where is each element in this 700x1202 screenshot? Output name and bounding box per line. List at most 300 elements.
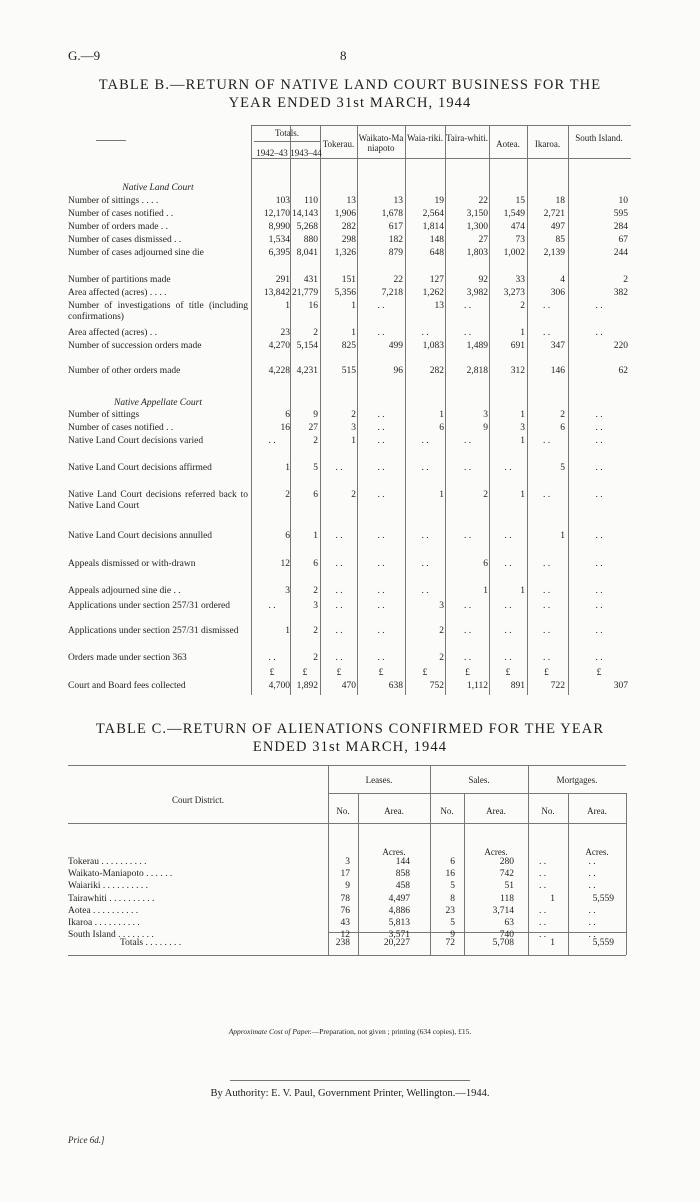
- table-b-cell: 3: [285, 586, 290, 596]
- table-c-cell: 3,714: [492, 905, 514, 916]
- table-c-cell: 458: [395, 881, 410, 892]
- table-b-row-label: Native Land Court decisions annulled: [68, 531, 213, 541]
- table-b-cell: 3: [520, 423, 525, 433]
- table-b-cell: . .: [377, 328, 385, 338]
- page-number: 8: [340, 48, 347, 63]
- table-b-cell: . .: [335, 531, 343, 541]
- table-b-cell: 1: [285, 626, 290, 636]
- table-c-cell: . .: [538, 905, 547, 916]
- table-b-cell: 2: [313, 626, 318, 636]
- table-c-total-cell: 238: [335, 938, 350, 948]
- table-b-cell: . .: [542, 601, 551, 611]
- table-b-row-label: Number of investigations of title (including confirmations): [68, 301, 248, 322]
- table-b-row-label: Number of other orders made: [68, 366, 181, 376]
- table-c-cell: . .: [588, 918, 596, 928]
- column-heading-district: Waia-riki.: [406, 133, 443, 143]
- table-b-cell: 3,982: [466, 288, 488, 298]
- table-c-cell: . .: [538, 930, 547, 941]
- table-b-cell: . .: [504, 463, 512, 473]
- table-b-cell: . .: [377, 463, 385, 473]
- currency-symbol: £: [378, 668, 384, 678]
- table-c-district-name: Aotea . . . . . . . . . .: [68, 905, 139, 916]
- table-c-cell: 1: [550, 893, 555, 904]
- table-b-cell: 1,892: [296, 681, 318, 691]
- table-c-subhead-rule: [68, 823, 626, 824]
- table-b-cell: 15: [515, 196, 525, 206]
- table-b-cell: 2: [351, 490, 356, 500]
- table-b-row-label: Native Land Court decisions varied: [68, 436, 204, 446]
- table-c-cell: 51: [504, 881, 514, 892]
- table-c-cell: 43: [340, 918, 350, 928]
- table-b-cell: 6: [439, 423, 444, 433]
- table-b-cell: 1: [351, 436, 356, 446]
- currency-symbol: £: [596, 668, 602, 678]
- table-c-cell: 9: [345, 881, 350, 892]
- table-b-cell: 470: [341, 681, 356, 691]
- table-b-cell: . .: [504, 559, 512, 569]
- table-b-column-rule: [290, 125, 291, 695]
- table-c-cell: 63: [504, 918, 514, 928]
- table-b-row-label: Number of orders made . .: [68, 222, 168, 232]
- table-b-cell: . .: [335, 653, 343, 663]
- table-b-cell: . .: [595, 423, 603, 433]
- column-group-heading: Leases.: [365, 775, 393, 785]
- section-heading-native-land-court: Native Land Court: [122, 183, 194, 193]
- table-b-row-label: Number of cases notified . .: [68, 209, 174, 219]
- table-b-cell: 1,534: [268, 235, 290, 245]
- table-b-title: [40, 76, 660, 112]
- table-b-cell: . .: [421, 559, 429, 569]
- table-b-cell: 22: [478, 196, 488, 206]
- table-b-cell: 1: [520, 436, 525, 446]
- table-b-cell: 5: [313, 463, 318, 473]
- table-b-cell: 9: [483, 423, 488, 433]
- table-b-cell: 110: [304, 196, 318, 206]
- table-b-row-label: Number of cases dismissed . .: [68, 235, 182, 245]
- table-b-cell: 3,273: [503, 288, 525, 298]
- table-b-cell: 1,803: [466, 248, 488, 258]
- table-c-group-rule: [328, 793, 626, 794]
- table-b-cell: 73: [515, 235, 525, 245]
- column-heading-1942-43: 1942–43: [256, 148, 288, 158]
- table-b-cell: 2: [439, 653, 444, 663]
- table-b-cell: . .: [463, 301, 472, 311]
- table-b-cell: . .: [542, 301, 551, 311]
- table-b-cell: 2,139: [543, 248, 565, 258]
- table-c-column-rule: [358, 793, 359, 955]
- table-b-cell: . .: [421, 328, 429, 338]
- table-b-cell: 13: [434, 301, 444, 311]
- table-b-cell: . .: [595, 586, 603, 596]
- table-b-cell: . .: [377, 423, 385, 433]
- table-b-row-label: Number of cases notified . .: [68, 423, 174, 433]
- table-b-totals-subrule: [254, 141, 320, 142]
- table-b-cell: 62: [618, 366, 628, 376]
- table-b-row-label: Number of cases adjourned sine die: [68, 248, 204, 258]
- table-b-cell: 431: [303, 275, 318, 285]
- table-b-cell: 2: [560, 410, 565, 420]
- table-b-cell: 1,678: [381, 209, 403, 219]
- table-b-row-label: Native Land Court decisions referred back to Native Land Court: [68, 490, 248, 511]
- table-b-cell: 103: [275, 196, 290, 206]
- table-b-cell: 23: [280, 328, 290, 338]
- table-c-column-rule: [328, 765, 329, 955]
- table-b-cell: . .: [542, 436, 551, 446]
- table-b-row-label: Court and Board fees collected: [68, 681, 186, 691]
- section-heading-native-appellate-court: Native Appellate Court: [114, 398, 202, 408]
- table-c-district-name: Waiariki . . . . . . . . . .: [68, 881, 148, 892]
- table-b-cell: 5: [560, 463, 565, 473]
- currency-symbol: £: [269, 668, 275, 678]
- table-c-column-rule: [528, 765, 529, 955]
- table-b-cell: 146: [550, 366, 565, 376]
- table-b-cell: . .: [335, 463, 343, 473]
- table-c-cell: . .: [588, 857, 596, 867]
- table-b-cell: 27: [478, 235, 488, 245]
- table-b-cell: 4: [560, 275, 565, 285]
- table-c-title-line2: ENDED 31st MARCH, 1944: [252, 739, 448, 755]
- table-c-district-name: Ikaroa . . . . . . . . . .: [68, 918, 140, 928]
- table-b-cell: 14,143: [292, 209, 319, 219]
- table-c-total-cell: 20,227: [383, 938, 410, 948]
- table-b-cell: 3,150: [466, 209, 488, 219]
- table-b-cell: . .: [595, 301, 603, 311]
- table-c-cell: 5: [450, 881, 455, 892]
- table-b-cell: . .: [335, 601, 343, 611]
- table-b-cell: 1: [560, 531, 565, 541]
- table-b-cell: . .: [595, 653, 603, 663]
- table-c-cell: 280: [499, 857, 514, 867]
- table-b-cell: 298: [341, 235, 356, 245]
- table-b-row-label: Number of sittings . . . .: [68, 196, 159, 206]
- table-b-cell: . .: [504, 626, 512, 636]
- table-b-cell: 85: [555, 235, 565, 245]
- table-b-cell: . .: [595, 490, 603, 500]
- table-b-cell: 497: [550, 222, 565, 232]
- table-b-cell: 13: [393, 196, 403, 206]
- table-b-cell: 879: [388, 248, 403, 258]
- table-b-cell: 96: [393, 366, 403, 376]
- table-b-head-rule: [251, 158, 631, 159]
- table-b-cell: 6: [285, 410, 290, 420]
- table-b-cell: . .: [335, 559, 343, 569]
- table-c-cell: 8: [450, 893, 455, 904]
- table-b-cell: 19: [434, 196, 444, 206]
- table-b-cell: . .: [268, 436, 276, 446]
- table-b-column-rule: [489, 125, 490, 695]
- price: Price 6d.]: [68, 1135, 105, 1145]
- table-b-cell: . .: [335, 626, 343, 636]
- acres-unit-label: Acres.: [382, 847, 406, 857]
- table-b-cell: 27: [308, 423, 318, 433]
- table-b-row-label: Number of succession orders made: [68, 341, 202, 351]
- document-reference: G.—9: [68, 48, 101, 63]
- table-b-cell: 1,083: [422, 341, 444, 351]
- table-b-cell: 1: [285, 463, 290, 473]
- table-b-row-label: Appeals adjourned sine die . .: [68, 586, 181, 596]
- table-b-title-line1: TABLE B.—RETURN OF NATIVE LAND COURT BUSINESS FOR THE: [98, 77, 602, 93]
- table-b-cell: . .: [542, 490, 551, 500]
- table-b-column-rule: [568, 125, 569, 695]
- table-c-cell: 858: [395, 869, 410, 880]
- table-b-cell: 5,154: [296, 341, 318, 351]
- table-b-cell: 1,300: [466, 222, 488, 232]
- table-b-cell: 2: [313, 328, 318, 338]
- table-b-cell: 18: [555, 196, 565, 206]
- table-b-cell: . .: [421, 586, 429, 596]
- table-b-cell: 1: [313, 531, 318, 541]
- table-b-cell: . .: [595, 626, 603, 636]
- table-b-cell: 16: [280, 423, 290, 433]
- table-b-column-rule: [251, 125, 252, 695]
- column-subheading: Area.: [486, 806, 506, 816]
- table-c-cell: . .: [588, 905, 596, 916]
- table-c-district-name: South Island . . . . . . . .: [68, 930, 154, 941]
- table-b-cell: 2: [313, 653, 318, 663]
- table-b-cell: . .: [463, 328, 472, 338]
- table-b-cell: 92: [478, 275, 488, 285]
- table-b-cell: 515: [341, 366, 356, 376]
- table-b-cell: 5,356: [334, 288, 356, 298]
- table-c-cell: . .: [588, 930, 596, 941]
- table-b-cell: 282: [429, 366, 444, 376]
- table-c-district-name: Waikato-Maniapoto . . . . . .: [68, 869, 173, 880]
- table-b-cell: . .: [377, 626, 385, 636]
- table-b-cell: 2,564: [422, 209, 444, 219]
- table-b-cell: . .: [542, 586, 551, 596]
- table-c-cell: 17: [340, 869, 350, 880]
- table-b-cell: 67: [618, 235, 628, 245]
- table-b-cell: . .: [463, 463, 472, 473]
- table-b-cell: . .: [542, 328, 551, 338]
- table-b-cell: . .: [421, 463, 429, 473]
- table-b-cell: . .: [595, 328, 603, 338]
- table-b-cell: 1,262: [422, 288, 444, 298]
- table-c-column-rule: [464, 793, 465, 955]
- table-b-cell: . .: [421, 531, 429, 541]
- table-b-cell: 2,818: [466, 366, 488, 376]
- table-c-cell: 740: [499, 930, 514, 941]
- column-heading-district: Taira-whiti.: [445, 133, 489, 143]
- table-b-cell: 5,268: [296, 222, 318, 232]
- table-b-cell: 307: [613, 681, 628, 691]
- table-b-cell: . .: [595, 436, 603, 446]
- table-c-title: [40, 720, 660, 756]
- table-b-cell: 6: [483, 559, 488, 569]
- table-c-cell: . .: [538, 881, 547, 892]
- column-heading-district: Waikato-Maniapoto: [358, 133, 404, 153]
- table-b-cell: 4,231: [296, 366, 318, 376]
- table-b-cell: 16: [308, 301, 318, 311]
- table-b-cell: 244: [613, 248, 628, 258]
- table-b-cell: 148: [429, 235, 444, 245]
- table-c-cell: 78: [340, 893, 350, 904]
- column-heading-district: Ikaroa.: [534, 139, 561, 149]
- table-b-row-label: Number of partitions made: [68, 275, 171, 285]
- acres-unit-label: Acres.: [484, 847, 508, 857]
- table-b-cell: 1,489: [466, 341, 488, 351]
- cost-label: Approximate Cost of Paper.: [228, 1027, 312, 1036]
- table-b-row-label: Area affected (acres) . .: [68, 328, 157, 338]
- table-b-cell: . .: [504, 653, 512, 663]
- table-c-cell: 118: [500, 893, 514, 904]
- table-b-cell: . .: [335, 586, 343, 596]
- table-b-cell: 2,721: [543, 209, 565, 219]
- table-b-cell: . .: [377, 653, 385, 663]
- table-b-cell: 474: [510, 222, 525, 232]
- table-b-cell: 312: [510, 366, 525, 376]
- table-c-cell: 4,497: [388, 893, 410, 904]
- table-b-cell: . .: [542, 559, 551, 569]
- column-heading-district: Tokerau.: [322, 139, 355, 149]
- column-heading-1943-44: 1943–44: [290, 148, 322, 158]
- column-subheading: No.: [440, 806, 454, 816]
- table-b-cell: 284: [613, 222, 628, 232]
- table-b-row-label: Native Land Court decisions affirmed: [68, 463, 212, 473]
- table-c-total-cell: 72: [445, 938, 455, 948]
- table-b-cell: 291: [275, 275, 290, 285]
- table-b-cell: 1,326: [334, 248, 356, 258]
- table-b-cell: 1: [439, 410, 444, 420]
- table-c-cell: 5,559: [592, 893, 614, 904]
- table-b-cell: . .: [268, 601, 276, 611]
- table-b-cell: 4,228: [268, 366, 290, 376]
- table-b-cell: . .: [542, 653, 551, 663]
- table-b-cell: 6,395: [268, 248, 290, 258]
- table-b-cell: . .: [595, 531, 603, 541]
- table-c-cell: . .: [538, 857, 547, 867]
- table-b-row-label: Area affected (acres) . . . .: [68, 288, 167, 298]
- table-b-cell: 127: [429, 275, 444, 285]
- table-c-district-name: Tokerau . . . . . . . . . .: [68, 857, 147, 867]
- column-heading-district: South Island.: [575, 133, 623, 143]
- table-b-cell: 2: [623, 275, 628, 285]
- table-c-district-name: Tairawhiti . . . . . . . . . .: [68, 893, 155, 904]
- table-c-cell: 23: [445, 905, 455, 916]
- table-b-title-line2: YEAR ENDED 31st MARCH, 1944: [228, 95, 472, 111]
- table-b-cell: . .: [377, 436, 385, 446]
- table-b-cell: 13,842: [263, 288, 290, 298]
- table-b-cell: 4,700: [268, 681, 290, 691]
- currency-symbol: £: [302, 668, 308, 678]
- table-b-cell: 347: [550, 341, 565, 351]
- table-b-row-label: Applications under section 257/31 dismissed: [68, 626, 239, 636]
- table-c-cell: . .: [538, 918, 547, 928]
- table-b-cell: 638: [388, 681, 403, 691]
- table-b-cell: 4,270: [268, 341, 290, 351]
- table-b-cell: . .: [504, 601, 512, 611]
- currency-symbol: £: [465, 668, 470, 678]
- table-b-cell: 9: [313, 410, 318, 420]
- table-b-cell: . .: [595, 601, 603, 611]
- table-c-cell: . .: [538, 869, 547, 880]
- table-b-cell: 220: [613, 341, 628, 351]
- table-b-cell: . .: [377, 586, 385, 596]
- table-b-top-rule-left: [96, 140, 126, 141]
- column-group-heading: Sales.: [468, 775, 490, 785]
- table-b-cell: . .: [595, 410, 603, 420]
- table-b-cell: 2: [351, 410, 356, 420]
- table-b-row-label: Number of sittings: [68, 410, 140, 420]
- table-b-cell: 21,779: [292, 288, 319, 298]
- table-c-cell: 6: [450, 857, 455, 867]
- table-c-top-rule: [68, 765, 626, 766]
- table-b-cell: 282: [341, 222, 356, 232]
- table-b-cell: . .: [463, 531, 472, 541]
- table-c-cell: . .: [588, 881, 596, 892]
- table-b-cell: 1,549: [503, 209, 525, 219]
- table-b-column-rule: [445, 125, 446, 695]
- table-c-cell: 76: [340, 905, 350, 916]
- table-b-cell: 1: [439, 490, 444, 500]
- table-b-cell: 6: [285, 531, 290, 541]
- table-b-cell: 3: [351, 423, 356, 433]
- table-b-cell: . .: [504, 531, 512, 541]
- column-subheading: No.: [541, 806, 555, 816]
- table-c-cell: 144: [395, 857, 410, 867]
- table-b-cell: 825: [341, 341, 356, 351]
- table-b-cell: 8,990: [268, 222, 290, 232]
- table-b-cell: 1,814: [422, 222, 444, 232]
- table-b-cell: 617: [388, 222, 403, 232]
- column-heading-court-district: Court District.: [172, 795, 224, 805]
- table-b-cell: 722: [550, 681, 565, 691]
- table-c-bottom-rule: [68, 955, 626, 956]
- currency-symbol: £: [505, 668, 511, 678]
- table-c-total-cell: 5,708: [492, 938, 514, 948]
- table-c-title-line1: TABLE C.—RETURN OF ALIENATIONS CONFIRMED FOR THE YEAR: [95, 721, 605, 737]
- table-b-cell: . .: [542, 626, 551, 636]
- currency-symbol: £: [544, 668, 549, 678]
- printing-cost-note: [0, 1027, 700, 1036]
- table-b-cell: 691: [510, 341, 525, 351]
- column-subheading: Area.: [587, 806, 607, 816]
- table-b-cell: 1,906: [334, 209, 356, 219]
- table-b-cell: 2: [313, 436, 318, 446]
- table-b-cell: 1: [520, 490, 525, 500]
- table-c-column-rule: [626, 793, 627, 955]
- table-b-cell: . .: [377, 490, 385, 500]
- table-b-cell: . .: [377, 531, 385, 541]
- table-b-cell: 382: [613, 288, 628, 298]
- table-c-cell: 16: [445, 869, 455, 880]
- table-b-cell: 2: [285, 490, 290, 500]
- table-b-column-rule: [357, 125, 358, 695]
- table-b-cell: 151: [341, 275, 356, 285]
- table-b-cell: 1: [351, 328, 356, 338]
- table-c-cell: 9: [450, 930, 455, 941]
- table-b-cell: . .: [377, 559, 385, 569]
- table-c-cell: . .: [588, 869, 596, 880]
- table-b-cell: 1,002: [503, 248, 525, 258]
- table-b-cell: 1: [483, 586, 488, 596]
- table-c-cell: 3,571: [388, 930, 410, 941]
- table-b-cell: . .: [377, 410, 385, 420]
- column-heading-totals: Totals.: [274, 128, 300, 138]
- table-b-cell: . .: [377, 301, 385, 311]
- table-c-cell: 3: [345, 857, 350, 867]
- column-heading-district: Aotea.: [496, 139, 520, 149]
- table-b-cell: 33: [515, 275, 525, 285]
- table-c-totals-label: Totals . . . . . . . .: [120, 938, 182, 948]
- table-b-cell: 3: [439, 601, 444, 611]
- table-c-cell: 4,886: [388, 905, 410, 916]
- column-group-heading: Mortgages.: [556, 775, 598, 785]
- table-b-cell: 1,112: [466, 681, 488, 691]
- table-b-cell: 8,041: [296, 248, 318, 258]
- table-b-cell: 3: [313, 601, 318, 611]
- table-b-cell: 1: [520, 586, 525, 596]
